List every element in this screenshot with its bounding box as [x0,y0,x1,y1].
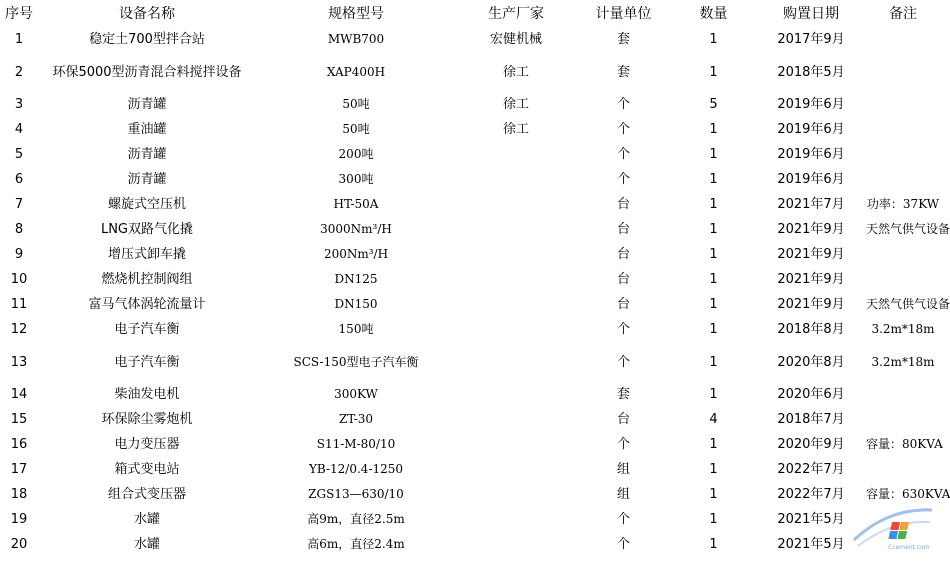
cell-spec: ZT-30 [338,412,374,426]
header-cell: 计量单位 [595,6,652,22]
cell-note: 容量：630KVA [866,487,950,501]
cell-qty: 1 [709,32,718,47]
cell-unit: 套 [616,32,630,47]
cell-note: 天然气供气设备 [866,297,950,311]
table-row [0,267,940,292]
cell-maker: 宏健机械 [489,32,542,47]
cell-date: 2021年9月 [777,272,845,287]
cell-date: 2020年8月 [777,354,845,370]
cell-qty: 1 [709,537,718,552]
cell-unit: 个 [616,437,630,452]
cell-qty: 1 [709,247,718,262]
cell-name: LNG双路气化撬 [100,222,194,237]
cell-name: 沥青罐 [127,147,167,162]
table-row [0,142,940,167]
table-row [0,317,940,342]
cell-date: 2021年9月 [777,247,845,262]
watermark-icon [848,500,936,560]
table-row [0,382,940,407]
cell-qty: 1 [709,122,718,137]
cell-unit: 个 [616,354,630,370]
table-row [0,27,940,52]
cell-note [866,242,940,267]
cell-maker: 徐工 [502,64,529,80]
cell-spec: 150吨 [338,322,374,336]
cell-date: 2022年7月 [777,487,845,502]
cell-name: 水罐 [133,512,160,527]
cell-qty: 4 [709,412,718,427]
cell-spec: 50吨 [342,97,370,111]
table-row [0,242,940,267]
header-cell: 购置日期 [783,6,839,22]
table-row [0,342,940,382]
cell-qty: 1 [709,354,718,370]
cell-date: 2018年7月 [777,412,845,427]
cell-qty: 1 [709,322,718,337]
cell-spec: XAP400H [326,64,386,79]
cell-qty: 1 [709,512,718,527]
cell-unit: 台 [616,412,630,427]
cell-date: 2018年8月 [777,322,845,337]
equipment-table [0,2,950,557]
cell-no: 14 [10,387,28,402]
cell-maker [456,217,576,242]
cell-maker [456,267,576,292]
header-row [0,2,940,27]
table-row [0,482,940,507]
cell-qty: 1 [709,297,718,312]
cell-spec: 300吨 [338,172,374,186]
cell-date: 2019年6月 [777,97,845,112]
cell-note [866,167,940,192]
cell-spec: 高9m，直径2.5m [307,512,405,526]
cell-name: 环保5000型沥青混合料搅拌设备 [52,64,242,80]
header-cell: 规格型号 [328,6,384,22]
cell-date: 2020年6月 [777,387,845,402]
cell-unit: 个 [616,537,630,552]
cell-note [866,407,940,432]
cell-name: 组合式变压器 [107,487,186,502]
cell-no: 12 [10,322,28,337]
cell-no: 1 [14,32,24,47]
cell-name: 柴油发电机 [114,387,180,402]
cell-name: 电力变压器 [114,437,180,452]
cell-qty: 1 [709,487,718,502]
cell-name: 箱式变电站 [114,462,180,477]
cell-date: 2021年9月 [777,222,845,237]
cell-name: 螺旋式空压机 [107,197,186,212]
cell-no: 6 [14,172,24,187]
table-row [0,192,940,217]
cell-maker [456,407,576,432]
cell-date: 2020年9月 [777,437,845,452]
cell-maker [456,167,576,192]
cell-no: 9 [14,247,24,262]
cell-unit: 台 [616,272,630,287]
cell-note [866,117,940,142]
cell-note [866,92,940,117]
cell-qty: 1 [709,147,718,162]
cell-no: 3 [14,97,24,112]
cell-no: 19 [10,512,28,527]
cell-unit: 台 [616,222,630,237]
cell-note: 功率：37KW [866,197,940,211]
cell-unit: 组 [616,487,630,502]
header-cell: 序号 [5,6,33,22]
cell-no: 7 [14,197,24,212]
cell-unit: 个 [616,122,630,137]
cell-spec: 高6m，直径2.4m [307,537,405,551]
cell-spec: 3000Nm³/H [320,222,392,236]
cell-unit: 套 [616,64,630,80]
cell-unit: 台 [616,197,630,212]
cell-no: 10 [10,272,28,287]
cell-unit: 台 [616,297,630,312]
cell-date: 2018年5月 [777,64,845,80]
cell-note: 天然气供气设备 [866,222,950,236]
table-row [0,532,940,557]
cell-spec: 200吨 [338,147,374,161]
table-row [0,407,940,432]
cell-spec: DN150 [334,297,378,311]
cell-unit: 个 [616,512,630,527]
cell-unit: 组 [616,462,630,477]
cell-unit: 个 [616,147,630,162]
cell-qty: 1 [709,64,718,80]
cell-note: 3.2m*18m [871,322,935,336]
header-cell: 数量 [699,6,728,22]
cell-qty: 1 [709,172,718,187]
cell-date: 2019年6月 [777,147,845,162]
cell-note [866,267,940,292]
table-row [0,432,940,457]
cell-no: 11 [10,297,28,312]
cell-name: 沥青罐 [127,172,167,187]
table-row [0,457,940,482]
cell-no: 15 [10,412,28,427]
cell-name: 环保除尘雾炮机 [101,412,193,427]
cell-spec: 50吨 [342,122,370,136]
table-row [0,92,940,117]
cell-name: 富马气体涡轮流量计 [88,297,206,312]
cell-no: 13 [10,354,28,370]
cell-note [866,52,940,92]
watermark-subtext: Ccement.com [888,544,930,551]
cell-note [866,27,940,52]
cell-qty: 5 [709,97,718,112]
cell-no: 2 [14,64,24,80]
cell-maker [456,382,576,407]
cell-spec: YB-12/0.4-1250 [308,462,403,476]
cell-date: 2019年6月 [777,122,845,137]
watermark-logo [848,500,936,560]
cell-maker [456,342,576,382]
cell-note: 容量：80KVA [866,437,943,451]
cell-unit: 个 [616,97,630,112]
cell-no: 8 [14,222,24,237]
cell-spec: ZGS13—630/10 [308,487,404,501]
cell-date: 2021年7月 [777,197,845,212]
table-row [0,217,940,242]
cell-qty: 1 [709,462,718,477]
cell-spec: SCS-150型电子汽车衡 [293,354,419,369]
cell-date: 2021年9月 [777,297,845,312]
header-cell: 生产厂家 [488,6,544,22]
cell-maker [456,192,576,217]
cell-note [866,382,940,407]
cell-maker [456,432,576,457]
cell-date: 2021年5月 [777,512,845,527]
cell-name: 燃烧机控制阀组 [101,272,193,287]
table-row [0,167,940,192]
cell-maker [456,292,576,317]
cell-no: 18 [10,487,28,502]
cell-unit: 套 [616,387,630,402]
cell-maker [456,482,576,507]
cell-spec: MWB700 [327,32,385,46]
cell-qty: 1 [709,222,718,237]
cell-no: 16 [10,437,28,452]
cell-qty: 1 [709,272,718,287]
header-cell: 设备名称 [119,6,175,22]
cell-qty: 1 [709,197,718,212]
cell-maker: 徐工 [502,122,529,137]
table-row [0,292,940,317]
table-row [0,507,940,532]
cell-name: 重油罐 [127,122,167,137]
cell-date: 2022年7月 [777,462,845,477]
cell-name: 沥青罐 [127,97,167,112]
cell-name: 水罐 [133,537,160,552]
cell-no: 17 [10,462,28,477]
table-row [0,52,940,92]
cell-name: 稳定土700型拌合站 [89,32,205,47]
cell-name: 电子汽车衡 [114,354,180,370]
cell-maker: 徐工 [502,97,529,112]
cell-spec: 200Nm³/H [323,247,389,261]
cell-maker [456,507,576,532]
cell-spec: HT-50A [333,197,379,211]
cell-spec: S11-M-80/10 [316,437,396,451]
cell-note: 3.2m*18m [871,354,935,369]
cell-unit: 台 [616,247,630,262]
cell-date: 2019年6月 [777,172,845,187]
cell-qty: 1 [709,437,718,452]
cell-date: 2021年5月 [777,537,845,552]
cell-maker [456,532,576,557]
cell-date: 2017年9月 [777,32,845,47]
cell-note [866,142,940,167]
table-row [0,117,940,142]
cell-maker [456,457,576,482]
cell-maker [456,317,576,342]
cell-name: 电子汽车衡 [114,322,180,337]
cell-unit: 个 [616,172,630,187]
cell-no: 5 [14,147,24,162]
cell-maker [456,142,576,167]
cell-spec: 300KW [334,387,378,401]
cell-qty: 1 [709,387,718,402]
cell-maker [456,242,576,267]
header-cell: 备注 [889,6,917,22]
cell-no: 20 [10,537,28,552]
cell-no: 4 [14,122,24,137]
cell-unit: 个 [616,322,630,337]
cell-spec: DN125 [334,272,378,286]
cell-name: 增压式卸车撬 [107,247,186,262]
cell-note [866,457,940,482]
